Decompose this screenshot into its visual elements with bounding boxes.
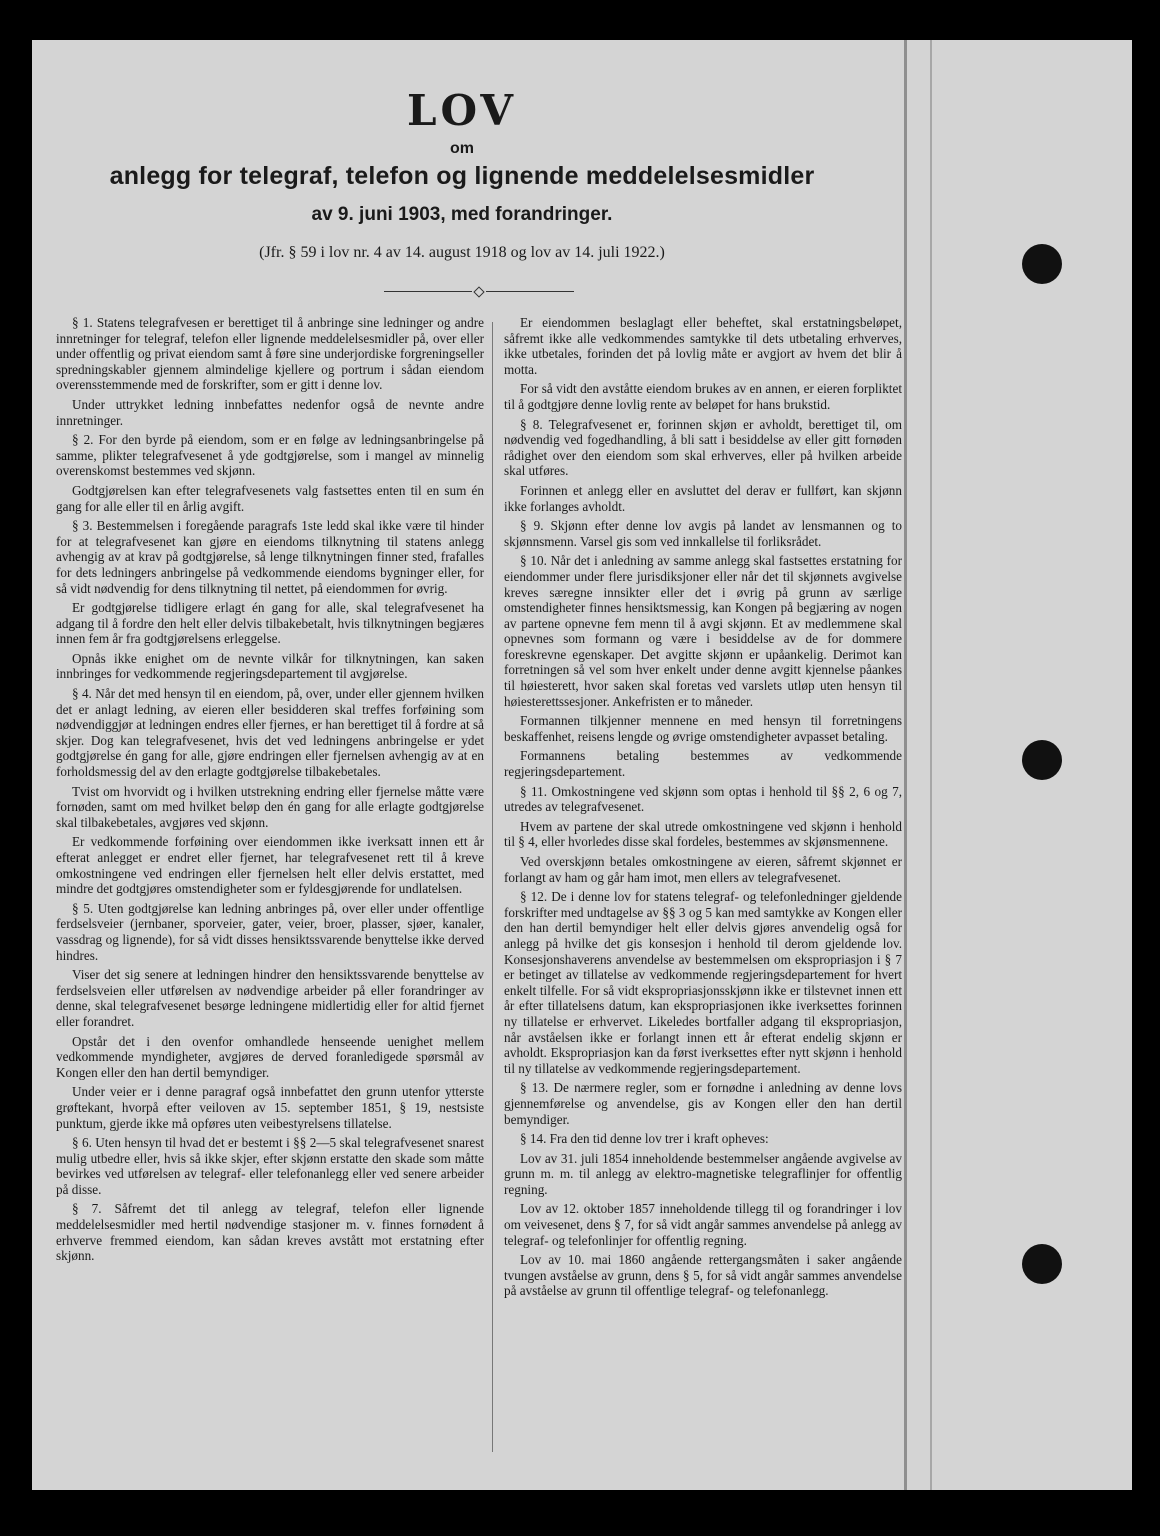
- page-edge-line-secondary: [930, 40, 932, 1490]
- document-date: av 9. juni 1903, med forandringer.: [311, 204, 613, 225]
- paragraph: § 4. Når det med hensyn til en eiendom, på, over, under eller gjennem hvilken det er anlagt ledning, av eieren eller besidderen skal treffes forføining som nødvendiggjør at ledningen endres eller fjernes, er han berettiget til å fordre at så skjer. Dog kan telegrafvesenet, hvis det ved ledningens anbringelse er ydet godtgjørelse én gang for alle, gjøre endringen eller fjernelsen avhengig av at en forholdsmessig del av den erlagte godtgjørelse tilbakebetales.: [56, 686, 484, 780]
- paragraph: Er godtgjørelse tidligere erlagt én gang for alle, skal telegrafvesenet ha adgang til å fordre den helt eller delvis tilbakebetalt, hvis tilknytningen begjæres innen fem år fra godtgjørelsens erleggelse.: [56, 600, 484, 647]
- paragraph: Lov av 10. mai 1860 angående rettergangsmåten i saker angående tvungen avståelse av grunn, dens § 5, for så vidt angår sammes anvendelse på avståelse av grunn til offentlige telegraf- og telefonanlegg.: [504, 1252, 902, 1299]
- paragraph: Ved overskjønn betales omkostningene av eieren, såfremt skjønnet er forlangt av ham og går ham imot, men ellers av telegrafvesenet.: [504, 854, 902, 885]
- paragraph: Godtgjørelsen kan efter telegrafvesenets valg fastsettes enten til en sum én gang for alle eller til en årlig avgift.: [56, 482, 484, 514]
- paragraph: Hvem av partene der skal utrede omkostningene ved skjønn i henhold til § 4, eller hvorledes disse skal fordeles, bestemmes av skjønsmennene.: [504, 818, 902, 850]
- paragraph: Formannens betaling bestemmes av vedkommende regjeringsdepartement.: [504, 748, 902, 780]
- paragraph: § 8. Telegrafvesenet er, forinnen skjøn er avholdt, berettiget til, om nødvendig ved fogedhandling, å bli satt i besiddelse av eller gitt fornøden rådighet over den eiendom som skal erhverves, eller på hvilken arbeide skal utføres.: [504, 416, 902, 479]
- paragraph: Formannen tilkjenner mennene en med hensyn til forretningens beskaffenhet, reisens lengde og øvrige omstendigheter avpasset betaling.: [504, 713, 902, 744]
- title-connector: om: [450, 140, 474, 157]
- paragraph: § 12. De i denne lov for statens telegraf- og telefonledninger gjeldende forskrifter med undtagelse av §§ 3 og 5 kan med samtykke av Kongen eller den han dertil bemyndiger helt eller delvis gjøres anvendelig også for anlegg på hvilke det gis konsesjon i henhold til derom gjeldende lov. Konsesjonshaverens anvendelse av bestemmelsen om ekspropriasjon i § 7 er betinget av tillatelse av vedkommende regjeringsdepartement for hvert enkelt tilfelle. For så vidt ekspropriasjonsskjønn ikke er tilstevnet innen ett år efter tillatelsens datum, kan ekspropriasjonen ikke iverksettes forinnen ny tillatelse er erhvervet. Likeledes bortfaller adgang til ekspropriasjon, når avståelsen ikke er forlangt innen ett år efterat endelig skjønn er avholdt. Ekspropriasjon kan da først iverksettes efter nytt skjønn i henhold til ny tillatelse av vedkommende regjeringsdepartement.: [504, 889, 902, 1076]
- paragraph: Er eiendommen beslaglagt eller beheftet, skal erstatningsbeløpet, såfremt ikke alle vedkommendes samtykke til dets utbetaling erhverves, ikke utbetales, forinden det på lovlig måte er avgjort av hvem det blir å motta.: [504, 315, 902, 377]
- paragraph: § 11. Omkostningene ved skjønn som optas i henhold til §§ 2, 6 og 7, utredes av telegrafvesenet.: [504, 783, 902, 815]
- paragraph: Viser det sig senere at ledningen hindrer den hensiktssvarende benyttelse av ferdselsveien eller utførelsen av nødvendige arbeider på eller forandringer av denne, skal telegrafvesenet besørge ledningene midlertidig eller for altid fjernet eller forandret.: [56, 967, 484, 1029]
- document-subject: anlegg for telegraf, telefon og lignende meddelelsesmidler: [109, 162, 815, 190]
- document-page: [32, 40, 1132, 1490]
- paragraph: Er vedkommende forføining over eiendommen ikke iverksatt innen ett år efterat anlegget er endret eller fjernet, har telegrafvesenet rett til å kreve omkostningene ved endringen eller fjernelsen helt eller delvis erstattet, med mindre det godtgjøres omstendigheter som er fyldesgjørende for undlatelsen.: [56, 834, 484, 897]
- paragraph: For så vidt den avståtte eiendom brukes av en annen, er eieren forpliktet til å godtgjøre denne lovlig rente av beløpet for hans brukstid.: [504, 381, 902, 412]
- column-separator: [492, 322, 493, 1452]
- paragraph: § 7. Såfremt det til anlegg av telegraf, telefon eller lignende meddelelsesmidler med hertil nødvendige stasjoner m. v. finnes fornødent å erhverve fremmed eiendom, kan sådan kreves avstått mot erstatning efter skjønn.: [56, 1201, 484, 1264]
- page-edge-line: [904, 40, 907, 1490]
- right-text-column: [504, 315, 902, 1303]
- paragraph: § 5. Uten godtgjørelse kan ledning anbringes på, over eller under offentlige ferdselsveier (jernbaner, sporveier, gater, veier, broer, plasser, sjøer, kanaler, vassdrag og lignende), for så vidt disses hensiktssvarende benyttelse ikke derved hindres.: [56, 900, 484, 963]
- title-ornament: [384, 287, 574, 297]
- paragraph: Opnås ikke enighet om de nevnte vilkår for tilknytningen, kan saken innbringes for vedkommende regjeringsdepartement til avgjørelse.: [56, 650, 484, 682]
- punch-hole: [1022, 1244, 1062, 1284]
- paragraph: § 2. For den byrde på eiendom, som er en følge av ledningsanbringelse på samme, plikter telegrafvesenet å yde godtgjørelse, som i mangel av minnelig overenskomst bestemmes ved skjønn.: [56, 432, 484, 479]
- document-reference: (Jfr. § 59 i lov nr. 4 av 14. august 1918 og lov av 14. juli 1922.): [259, 244, 665, 261]
- left-text-column: [56, 315, 484, 1268]
- paragraph: Lov av 12. oktober 1857 inneholdende tillegg til og forandringer i lov om veivesenet, dens § 7, for så vidt angår sammes anvendelse på anlegg av telegraf- og telefonlinjer for offentlig regning.: [504, 1201, 902, 1248]
- paragraph: Under veier er i denne paragraf også innbefattet den grunn utenfor ytterste grøftekant, hvorpå efter veiloven av 15. september 1851, § 19, nestsiste punktum, gjerde ikke må opføres uten veibestyrelsens tillatelse.: [56, 1084, 484, 1131]
- paragraph: § 14. Fra den tid denne lov trer i kraft opheves:: [520, 1131, 769, 1147]
- paragraph: § 3. Bestemmelsen i foregående paragrafs 1ste ledd skal ikke være til hinder for at telegrafvesenet kan gjøre en eiendoms tilknytning til statens anlegg avhengig av at krav på godtgjørelse, så lenge tilknytningen finner sted, frafalles for dets ledningers anbringelse på vedkommende eiendoms bygninger eller, for så vidt nødvendig for dens tilknytning til nettet, på eiendommen for øvrig.: [56, 518, 484, 596]
- paragraph: § 13. De nærmere regler, som er fornødne i anledning av denne lovs gjennemførelse og anvendelse, gis av Kongen eller den han dertil bemyndiger.: [504, 1080, 902, 1127]
- paragraph: § 9. Skjønn efter denne lov avgis på landet av lensmannen og to skjønnsmenn. Varsel gis som ved innkallelse til forliksrådet.: [504, 518, 902, 549]
- paragraph: Under uttrykket ledning innbefattes nedenfor også de nevnte andre innretninger.: [56, 396, 484, 428]
- paragraph: Opstår det i den ovenfor omhandlede henseende uenighet mellem vedkommende myndigheter, avgjøres de derved foranledigede spørsmål av Kongen eller den han dertil bemyndiger.: [56, 1033, 484, 1080]
- paragraph: Tvist om hvorvidt og i hvilken utstrekning endring eller fjernelse måtte være fornøden, samt om med hvilket beløp den én gang for alle erlagte godtgjørelse skal tilbakebetales, avgjøres ved skjønn.: [56, 783, 484, 830]
- paragraph: § 10. Når det i anledning av samme anlegg skal fastsettes erstatning for eiendommer under flere jurisdiksjoner eller når det til skjønnets avgivelse kreves særegne innsikter eller det i øvrig på grunn av særlige omstendigheter finnes hensiktsmessig, kan Kongen på begjæring av nogen av partene opnevne fem menn til å avgi skjønn. Et av medlemmene skal opnevnes som formann og være i besiddelse av de for dommere foreskrevne egenskaper. Det avgitte skjønn er upåankelig. Derimot kan forretningen så vel som hver enkelt under denne avgitt kjennelse påankes til høiesterett, hvor saken skal foretas ved varslets utløp uten hensyn til høiesterettssesjoner. Ankefristen er to måneder.: [504, 553, 902, 709]
- paragraph: Forinnen et anlegg eller en avsluttet del derav er fullført, kan skjønn ikke forlanges avholdt.: [504, 482, 902, 514]
- paragraph: § 1. Statens telegrafvesen er berettiget til å anbringe sine ledninger og andre innretninger for telegraf, telefon eller lignende meddelelsesmidler på, over eller under offentlig og privat eiendom samt å føre sine underjordiske forgreningseller spredningskabler gjennem almindelige kjellere og portrum i sådan eiendom overensstemmende med de forskrifter, som er gitt i denne lov.: [56, 315, 484, 393]
- paragraph: Lov av 31. juli 1854 inneholdende bestemmelser angående avgivelse av grunn m. m. til anlegg av elektro-magnetiske telegraflinjer for offentlig regning.: [504, 1150, 902, 1197]
- punch-hole: [1022, 244, 1062, 284]
- document-title: LOV: [407, 86, 517, 135]
- paragraph: § 6. Uten hensyn til hvad det er bestemt i §§ 2—5 skal telegrafvesenet snarest mulig utbedre eller, hvis så ikke skjer, efter skjønn erstatte den skade som måtte bevirkes ved utførelsen av telegraf- eller telefonanlegg eller ved senere arbeider på disse.: [56, 1135, 484, 1197]
- punch-hole: [1022, 740, 1062, 780]
